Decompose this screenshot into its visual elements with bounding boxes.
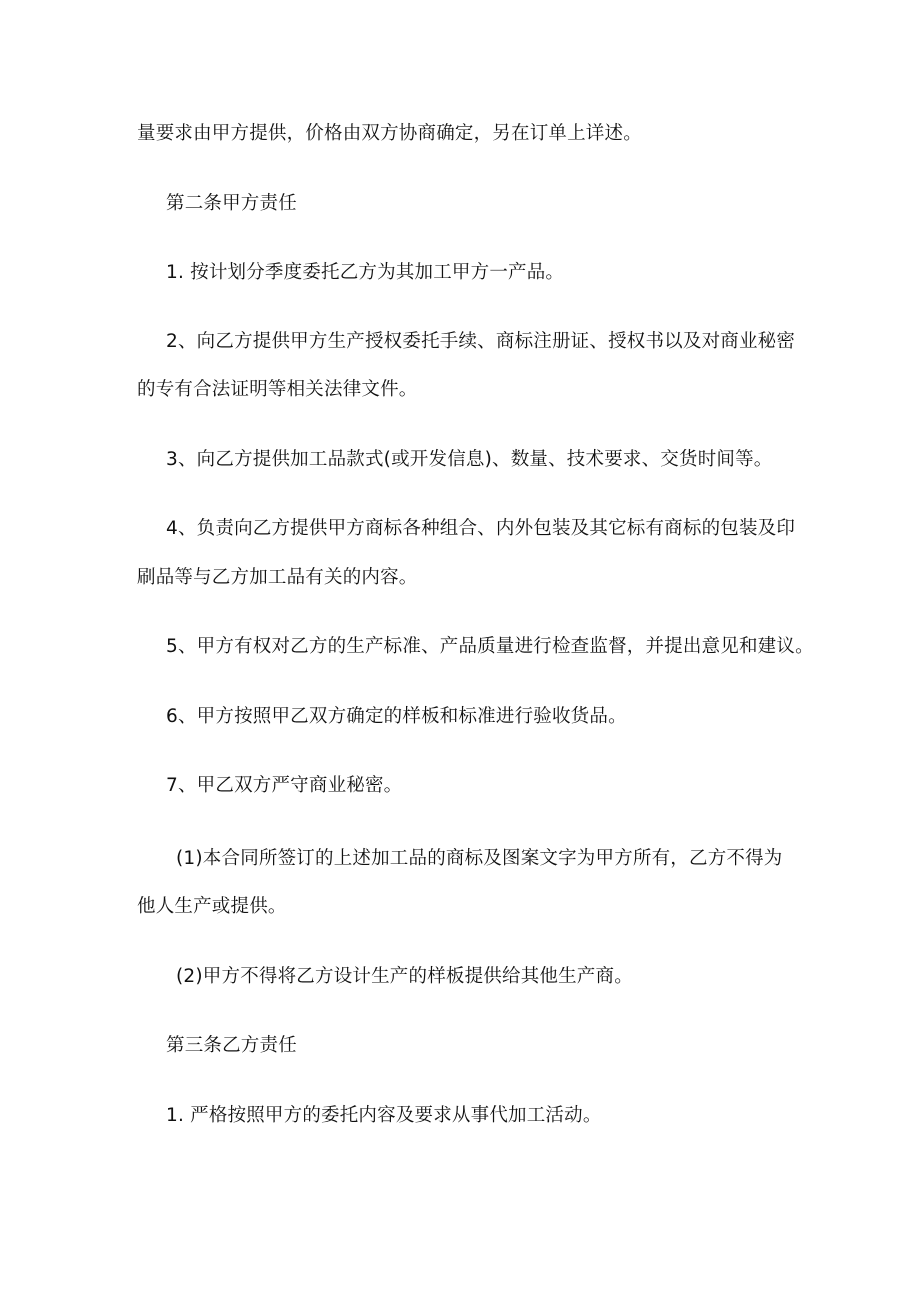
text-line: 刷品等与乙方加工品有关的内容。: [137, 567, 418, 588]
text-line: (1)本合同所签订的上述加工品的商标及图案文字为甲方所有，乙方不得为: [176, 848, 783, 869]
text-line: (2)甲方不得将乙方设计生产的样板提供给其他生产商。: [176, 966, 633, 987]
text-line: 4、负责向乙方提供甲方商标各种组合、内外包装及其它标有商标的包装及印: [166, 518, 796, 539]
text-line: 2、向乙方提供甲方生产授权委托手续、商标注册证、授权书以及对商业秘密: [166, 331, 796, 352]
text-line: 3、向乙方提供加工品款式(或开发信息)、数量、技术要求、交货时间等。: [166, 449, 773, 470]
text-line: 6、甲方按照甲乙双方确定的样板和标准进行验收货品。: [166, 706, 627, 727]
section-heading: 第二条甲方责任: [166, 193, 297, 214]
text-line: 1. 严格按照甲方的委托内容及要求从事代加工活动。: [166, 1105, 602, 1126]
text-line: 1. 按计划分季度委托乙方为其加工甲方一产品。: [166, 262, 565, 283]
text-line: 他人生产或提供。: [137, 896, 287, 917]
text-line: 量要求由甲方提供，价格由双方协商确定，另在订单上详述。: [137, 123, 642, 144]
section-heading: 第三条乙方责任: [166, 1035, 297, 1056]
text-line: 7、甲乙双方严守商业秘密。: [166, 775, 403, 796]
text-line: 5、甲方有权对乙方的生产标准、产品质量进行检查监督，并提出意见和建议。: [166, 636, 814, 657]
text-line: 的专有合法证明等相关法律文件。: [137, 379, 418, 400]
